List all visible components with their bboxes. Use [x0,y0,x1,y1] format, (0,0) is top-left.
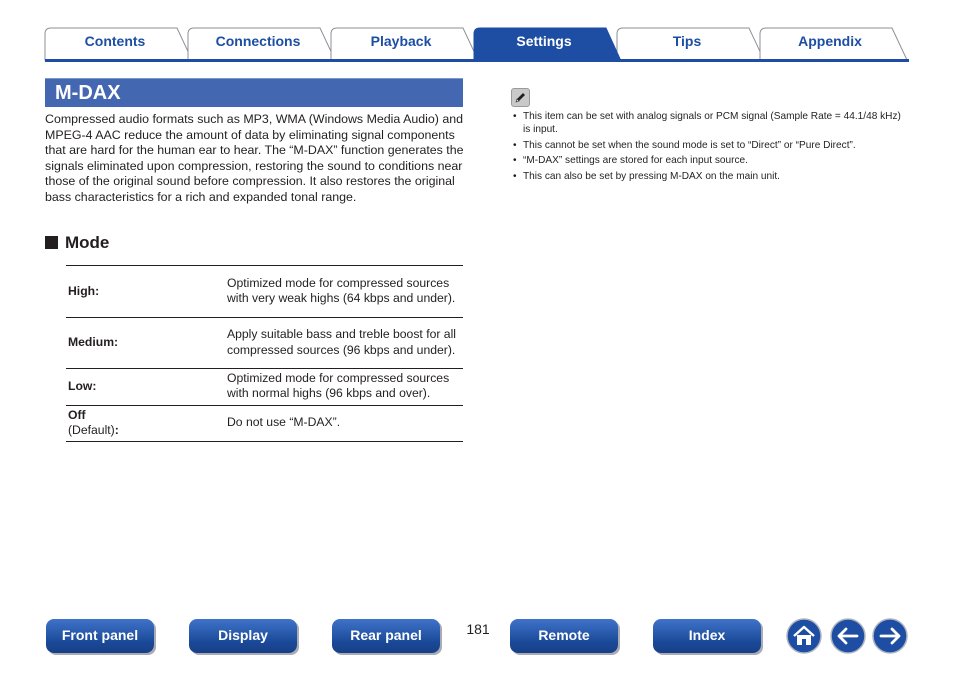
mode-value: Apply suitable bass and treble boost for all compressed sources (96 kbps and under). [227,327,456,357]
mode-value: Optimized mode for compressed sources with normal highs (96 kbps and over). [227,371,450,401]
forward-arrow-icon[interactable] [872,618,908,654]
tab-bar [0,0,954,64]
square-bullet-icon [45,236,58,249]
mode-value: Optimized mode for compressed sources with very weak highs (64 kbps and under). [227,275,456,305]
tab-contents[interactable]: Contents [84,33,146,49]
table-row [66,369,463,406]
home-icon[interactable] [786,618,822,654]
mode-key: Off [68,407,86,422]
list-item: • This item can be set with analog signals or PCM signal (Sample Rate = 44.1/48 kHz) is input. [512,110,902,136]
mode-table [66,265,463,442]
mode-key: Medium: [68,335,119,350]
back-arrow-icon[interactable] [830,618,866,654]
table-row [66,318,463,369]
list-item: • This cannot be set when the sound mode is set to “Direct” or “Pure Direct”. [512,139,902,152]
tab-playback[interactable]: Playback [370,33,432,49]
mode-key-default: (Default) [68,423,115,438]
tab-settings[interactable]: Settings [516,33,572,49]
mode-subheading [45,233,109,253]
index-button[interactable]: Index [653,619,761,653]
mode-key-colon: : [114,423,119,438]
section-body: Compressed audio formats such as MP3, WMA (Windows Media Audio) and MPEG-4 AAC reduce the amount of data by eliminating signal components that are hard for the human ear to hear. The “M-DAX” function generates the signals eliminated upon compression, restoring the sound to conditions near those of the original sound before compression. It also restores the original bass characteristics for a rich and expanded tonal range. [45,112,464,204]
front-panel-button[interactable]: Front panel [46,619,154,653]
tab-connections[interactable]: Connections [215,33,301,49]
table-row [66,405,463,441]
mode-key: High: [68,283,100,298]
section-title: M-DAX [55,82,121,104]
page-number: 181 [466,621,490,637]
list-item: • This can also be set by pressing M-DAX on the main unit. [512,170,902,183]
tab-tips[interactable]: Tips [672,33,702,49]
pencil-icon [512,89,529,106]
tab-rule [45,59,909,62]
mode-key: Low: [68,379,97,394]
remote-button[interactable]: Remote [510,619,618,653]
mode-key-off [66,405,227,441]
display-button[interactable]: Display [189,619,297,653]
pencil-memo-icon [511,88,530,107]
table-row [66,266,463,318]
mode-value: Do not use “M-DAX”. [227,414,341,429]
notes-list [512,110,902,186]
section-title-bar [45,78,463,107]
mode-subheading-text: Mode [65,233,110,252]
list-item: • “M-DAX” settings are stored for each input source. [512,154,902,167]
tab-appendix[interactable]: Appendix [798,33,862,49]
rear-panel-button[interactable]: Rear panel [332,619,440,653]
